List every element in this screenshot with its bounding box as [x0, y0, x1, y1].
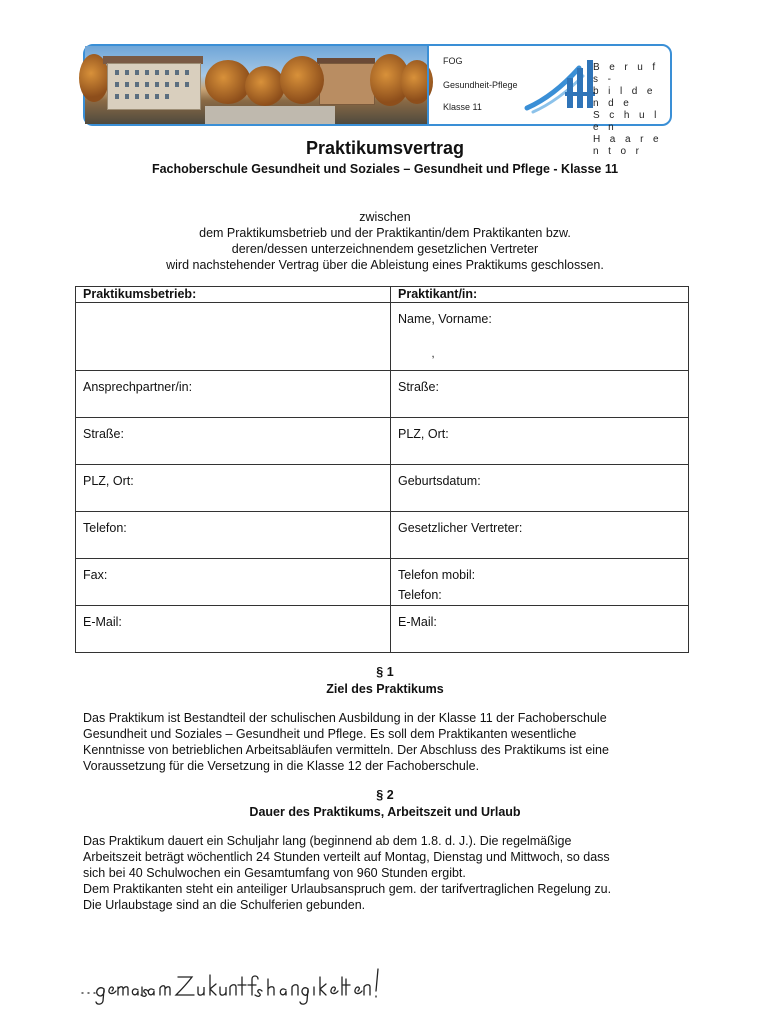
contact-person-field[interactable]: Ansprechpartner/in:: [76, 371, 391, 418]
table-row: [76, 559, 689, 606]
table-header-row: [76, 287, 689, 303]
contract-intro: zwischen dem Praktikumsbetrieb und der Praktikantin/dem Praktikanten bzw. deren/dessen unterzeichnendem gesetzlichen Vertreter wird nachstehender Vertrag über die Ableistung eines Praktikums geschlossen.: [166, 210, 604, 272]
company-fax-field[interactable]: Fax:: [76, 559, 391, 606]
intern-name-field[interactable]: [391, 303, 689, 371]
field-label: Name, Vorname:: [398, 312, 492, 326]
company-header: Praktikumsbetrieb:: [76, 287, 391, 303]
company-name-field[interactable]: [76, 303, 391, 371]
section-2-text: Das Praktikum dauert ein Schuljahr lang (beginnend ab dem 1.8. d. J.). Die regelmäßige Arbeitszeit beträgt wöchentlich 24 Stunden verteilt auf Montag, Dienstag und Mittwoch, so dass sich bei 40 Schulwochen ein Gesamtumfang von 960 Stunden ergibt. Dem Praktikanten steht ein anteiliger Urlaubsanspruch gem. der tarifvertraglichen Regelung zu. Die Urlaubstage sind an die Schulferien gebunden.: [83, 834, 612, 912]
school-name: B e r u f s - b i l d e n d e S c h u l e n H a a r e n t o r: [593, 62, 662, 157]
contract-parties-table: [75, 286, 689, 653]
intern-phone-field[interactable]: [391, 559, 689, 606]
company-street-field[interactable]: Straße:: [76, 418, 391, 465]
field-label: Telefon mobil:: [398, 568, 476, 582]
table-row: [76, 465, 689, 512]
field-separator: ,: [431, 348, 435, 360]
intern-header: Praktikant/in:: [391, 287, 689, 303]
table-row: [76, 418, 689, 465]
school-building-photo: [85, 46, 427, 124]
banner-divider: [427, 46, 429, 124]
school-logo: [525, 56, 665, 157]
company-email-field[interactable]: E-Mail:: [76, 606, 391, 653]
company-city-field[interactable]: PLZ, Ort:: [76, 465, 391, 512]
document-subtitle: Fachoberschule Gesundheit und Soziales – Gesundheit und Pflege - Klasse 11: [151, 162, 619, 176]
banner-line-fog: FOG: [443, 56, 463, 66]
section-1-heading: § 1 Ziel des Praktikums: [326, 665, 444, 696]
intern-street-field[interactable]: Straße:: [391, 371, 689, 418]
company-phone-field[interactable]: Telefon:: [76, 512, 391, 559]
banner-line-class: Klasse 11: [443, 102, 482, 112]
section-1-text: Das Praktikum ist Bestandteil der schulischen Ausbildung in der Klasse 11 der Fachoberschule Gesundheit und Soziales – Gesundheit und Pflege. Es soll dem Praktikanten wesentliche Kenntnisse von betrieblichen Arbeitsabläufen vermitteln. Der Abschluss des Praktikums ist eine Voraussetzung für die Versetzung in die Klasse 12 der Fachoberschule.: [83, 711, 609, 773]
legal-guardian-field[interactable]: Gesetzlicher Vertreter:: [391, 512, 689, 559]
section-2-heading: § 2 Dauer des Praktikums, Arbeitszeit und Urlaub: [249, 788, 521, 819]
birthdate-field[interactable]: Geburtsdatum:: [391, 465, 689, 512]
document-title: Praktikumsvertrag: [305, 138, 465, 158]
handwritten-slogan: [80, 965, 390, 1005]
intern-email-field[interactable]: E-Mail:: [391, 606, 689, 653]
table-row: [76, 303, 689, 371]
banner-line-branch: Gesundheit-Pflege: [443, 80, 518, 90]
field-label: Telefon:: [398, 588, 442, 602]
table-row: [76, 371, 689, 418]
table-row: [76, 606, 689, 653]
intern-city-field[interactable]: PLZ, Ort:: [391, 418, 689, 465]
table-row: [76, 512, 689, 559]
